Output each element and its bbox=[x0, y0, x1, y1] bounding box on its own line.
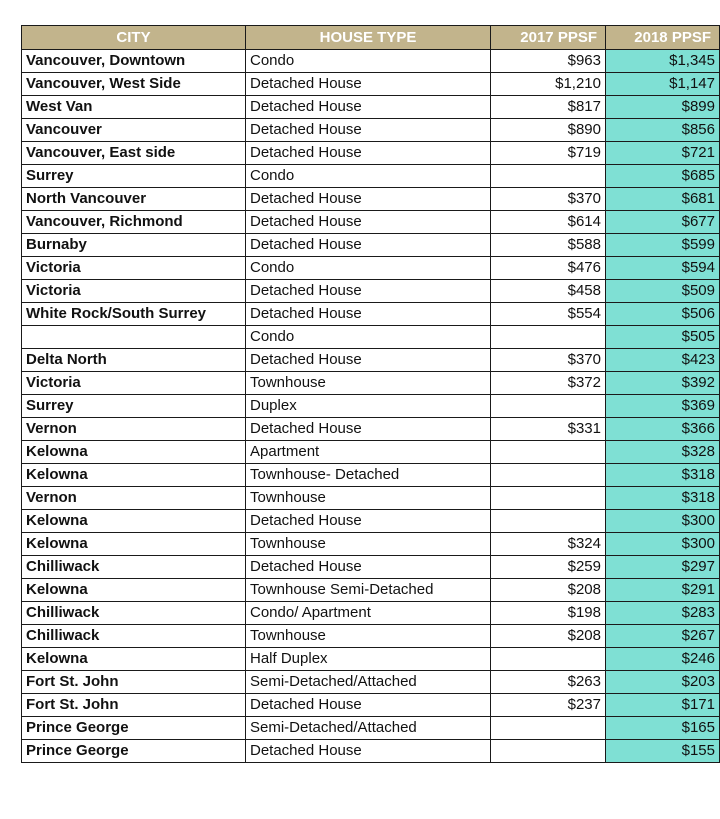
ppsf-2017-cell bbox=[491, 717, 606, 740]
house-type-cell: Townhouse bbox=[246, 533, 491, 556]
ppsf-2017-cell bbox=[491, 441, 606, 464]
table-row bbox=[22, 326, 720, 349]
ppsf-2017-cell bbox=[491, 165, 606, 188]
house-type-cell: Condo bbox=[246, 326, 491, 349]
city-cell: Prince George bbox=[22, 740, 246, 763]
ppsf-2018-cell: $599 bbox=[606, 234, 720, 257]
house-type-cell: Townhouse Semi-Detached bbox=[246, 579, 491, 602]
table-row bbox=[22, 73, 720, 96]
ppsf-2017-cell: $963 bbox=[491, 50, 606, 73]
table-row bbox=[22, 280, 720, 303]
ppsf-2017-cell: $817 bbox=[491, 96, 606, 119]
ppsf-2017-cell: $554 bbox=[491, 303, 606, 326]
house-type-cell: Townhouse bbox=[246, 487, 491, 510]
ppsf-2018-cell: $203 bbox=[606, 671, 720, 694]
city-cell: Kelowna bbox=[22, 579, 246, 602]
house-type-cell: Townhouse bbox=[246, 372, 491, 395]
city-cell bbox=[22, 326, 246, 349]
ppsf-2017-cell: $1,210 bbox=[491, 73, 606, 96]
city-cell: Vancouver, East side bbox=[22, 142, 246, 165]
ppsf-2018-cell: $369 bbox=[606, 395, 720, 418]
ppsf-2018-cell: $267 bbox=[606, 625, 720, 648]
city-cell: Victoria bbox=[22, 257, 246, 280]
city-cell: Kelowna bbox=[22, 533, 246, 556]
ppsf-2017-cell: $719 bbox=[491, 142, 606, 165]
ppsf-2018-cell: $155 bbox=[606, 740, 720, 763]
house-type-cell: Detached House bbox=[246, 188, 491, 211]
table-row bbox=[22, 303, 720, 326]
table-row bbox=[22, 487, 720, 510]
ppsf-2017-cell: $588 bbox=[491, 234, 606, 257]
house-type-cell: Detached House bbox=[246, 694, 491, 717]
city-cell: Vancouver bbox=[22, 119, 246, 142]
city-cell: Prince George bbox=[22, 717, 246, 740]
table-row bbox=[22, 96, 720, 119]
ppsf-2018-cell: $506 bbox=[606, 303, 720, 326]
house-type-cell: Detached House bbox=[246, 740, 491, 763]
house-type-cell: Semi-Detached/Attached bbox=[246, 671, 491, 694]
ppsf-2018-cell: $677 bbox=[606, 211, 720, 234]
table-row bbox=[22, 579, 720, 602]
ppsf-2018-cell: $685 bbox=[606, 165, 720, 188]
table-row bbox=[22, 694, 720, 717]
ppsf-2018-cell: $423 bbox=[606, 349, 720, 372]
ppsf-2017-cell bbox=[491, 648, 606, 671]
house-type-cell: Detached House bbox=[246, 303, 491, 326]
city-cell: Burnaby bbox=[22, 234, 246, 257]
ppsf-2017-cell: $372 bbox=[491, 372, 606, 395]
header-city: CITY bbox=[22, 26, 246, 50]
ppsf-2017-cell: $208 bbox=[491, 625, 606, 648]
ppsf-2018-cell: $1,147 bbox=[606, 73, 720, 96]
city-cell: Vancouver, West Side bbox=[22, 73, 246, 96]
house-type-cell: Detached House bbox=[246, 73, 491, 96]
ppsf-2018-cell: $392 bbox=[606, 372, 720, 395]
ppsf-2017-cell bbox=[491, 326, 606, 349]
table-row bbox=[22, 165, 720, 188]
table-row bbox=[22, 257, 720, 280]
ppsf-2018-cell: $721 bbox=[606, 142, 720, 165]
table-body bbox=[22, 50, 720, 763]
table-row bbox=[22, 441, 720, 464]
ppsf-2018-cell: $856 bbox=[606, 119, 720, 142]
ppsf-2017-cell: $370 bbox=[491, 188, 606, 211]
house-type-cell: Condo bbox=[246, 165, 491, 188]
city-cell: Surrey bbox=[22, 395, 246, 418]
city-cell: White Rock/South Surrey bbox=[22, 303, 246, 326]
ppsf-2018-cell: $509 bbox=[606, 280, 720, 303]
ppsf-2017-cell bbox=[491, 464, 606, 487]
table-row bbox=[22, 211, 720, 234]
ppsf-2018-cell: $297 bbox=[606, 556, 720, 579]
house-type-cell: Townhouse- Detached bbox=[246, 464, 491, 487]
city-cell: Vernon bbox=[22, 487, 246, 510]
table-row bbox=[22, 556, 720, 579]
ppsf-2018-cell: $318 bbox=[606, 487, 720, 510]
ppsf-2018-cell: $899 bbox=[606, 96, 720, 119]
table-row bbox=[22, 349, 720, 372]
ppsf-2017-cell: $198 bbox=[491, 602, 606, 625]
house-type-cell: Condo bbox=[246, 257, 491, 280]
city-cell: Fort St. John bbox=[22, 694, 246, 717]
city-cell: Vancouver, Richmond bbox=[22, 211, 246, 234]
header-2018-ppsf: 2018 PPSF bbox=[606, 26, 720, 50]
house-type-cell: Duplex bbox=[246, 395, 491, 418]
city-cell: North Vancouver bbox=[22, 188, 246, 211]
city-cell: Chilliwack bbox=[22, 625, 246, 648]
table-header bbox=[22, 26, 720, 50]
table-row bbox=[22, 142, 720, 165]
city-cell: Vancouver, Downtown bbox=[22, 50, 246, 73]
house-type-cell: Detached House bbox=[246, 234, 491, 257]
ppsf-2017-cell: $458 bbox=[491, 280, 606, 303]
ppsf-2017-cell: $324 bbox=[491, 533, 606, 556]
house-type-cell: Condo bbox=[246, 50, 491, 73]
table-row bbox=[22, 418, 720, 441]
ppsf-2018-cell: $165 bbox=[606, 717, 720, 740]
table-row bbox=[22, 119, 720, 142]
house-type-cell: Condo/ Apartment bbox=[246, 602, 491, 625]
header-row bbox=[22, 26, 720, 50]
ppsf-2017-cell bbox=[491, 740, 606, 763]
table-row bbox=[22, 717, 720, 740]
city-cell: Surrey bbox=[22, 165, 246, 188]
table-row bbox=[22, 625, 720, 648]
ppsf-2018-cell: $681 bbox=[606, 188, 720, 211]
table-row bbox=[22, 602, 720, 625]
ppsf-2017-cell: $890 bbox=[491, 119, 606, 142]
ppsf-table bbox=[21, 25, 720, 763]
ppsf-2017-cell: $370 bbox=[491, 349, 606, 372]
house-type-cell: Detached House bbox=[246, 510, 491, 533]
table-row bbox=[22, 671, 720, 694]
house-type-cell: Apartment bbox=[246, 441, 491, 464]
ppsf-2018-cell: $505 bbox=[606, 326, 720, 349]
table-row bbox=[22, 464, 720, 487]
ppsf-2018-cell: $171 bbox=[606, 694, 720, 717]
city-cell: Victoria bbox=[22, 372, 246, 395]
city-cell: Fort St. John bbox=[22, 671, 246, 694]
table-row bbox=[22, 372, 720, 395]
table-row bbox=[22, 234, 720, 257]
ppsf-2018-cell: $594 bbox=[606, 257, 720, 280]
house-type-cell: Detached House bbox=[246, 280, 491, 303]
ppsf-2017-cell: $614 bbox=[491, 211, 606, 234]
header-house-type: HOUSE TYPE bbox=[246, 26, 491, 50]
table-row bbox=[22, 533, 720, 556]
house-type-cell: Townhouse bbox=[246, 625, 491, 648]
ppsf-2018-cell: $366 bbox=[606, 418, 720, 441]
house-type-cell: Detached House bbox=[246, 211, 491, 234]
city-cell: West Van bbox=[22, 96, 246, 119]
ppsf-2017-cell: $476 bbox=[491, 257, 606, 280]
ppsf-2018-cell: $300 bbox=[606, 533, 720, 556]
table-row bbox=[22, 510, 720, 533]
ppsf-2018-cell: $328 bbox=[606, 441, 720, 464]
ppsf-2017-cell bbox=[491, 395, 606, 418]
house-type-cell: Detached House bbox=[246, 418, 491, 441]
city-cell: Chilliwack bbox=[22, 556, 246, 579]
ppsf-2018-cell: $246 bbox=[606, 648, 720, 671]
ppsf-2017-cell: $259 bbox=[491, 556, 606, 579]
header-2017-ppsf: 2017 PPSF bbox=[491, 26, 606, 50]
table-row bbox=[22, 50, 720, 73]
ppsf-2017-cell: $263 bbox=[491, 671, 606, 694]
table-row bbox=[22, 740, 720, 763]
house-type-cell: Detached House bbox=[246, 119, 491, 142]
table-row bbox=[22, 188, 720, 211]
city-cell: Victoria bbox=[22, 280, 246, 303]
table-row bbox=[22, 395, 720, 418]
ppsf-2017-cell bbox=[491, 487, 606, 510]
ppsf-2018-cell: $300 bbox=[606, 510, 720, 533]
house-type-cell: Semi-Detached/Attached bbox=[246, 717, 491, 740]
ppsf-2018-cell: $318 bbox=[606, 464, 720, 487]
city-cell: Kelowna bbox=[22, 648, 246, 671]
house-type-cell: Detached House bbox=[246, 556, 491, 579]
city-cell: Vernon bbox=[22, 418, 246, 441]
city-cell: Delta North bbox=[22, 349, 246, 372]
house-type-cell: Detached House bbox=[246, 96, 491, 119]
ppsf-2017-cell: $237 bbox=[491, 694, 606, 717]
ppsf-2018-cell: $1,345 bbox=[606, 50, 720, 73]
house-type-cell: Detached House bbox=[246, 142, 491, 165]
ppsf-2017-cell: $208 bbox=[491, 579, 606, 602]
city-cell: Kelowna bbox=[22, 441, 246, 464]
city-cell: Kelowna bbox=[22, 510, 246, 533]
house-type-cell: Detached House bbox=[246, 349, 491, 372]
house-type-cell: Half Duplex bbox=[246, 648, 491, 671]
ppsf-2017-cell: $331 bbox=[491, 418, 606, 441]
ppsf-2018-cell: $291 bbox=[606, 579, 720, 602]
table-row bbox=[22, 648, 720, 671]
ppsf-2018-cell: $283 bbox=[606, 602, 720, 625]
city-cell: Kelowna bbox=[22, 464, 246, 487]
city-cell: Chilliwack bbox=[22, 602, 246, 625]
ppsf-2017-cell bbox=[491, 510, 606, 533]
